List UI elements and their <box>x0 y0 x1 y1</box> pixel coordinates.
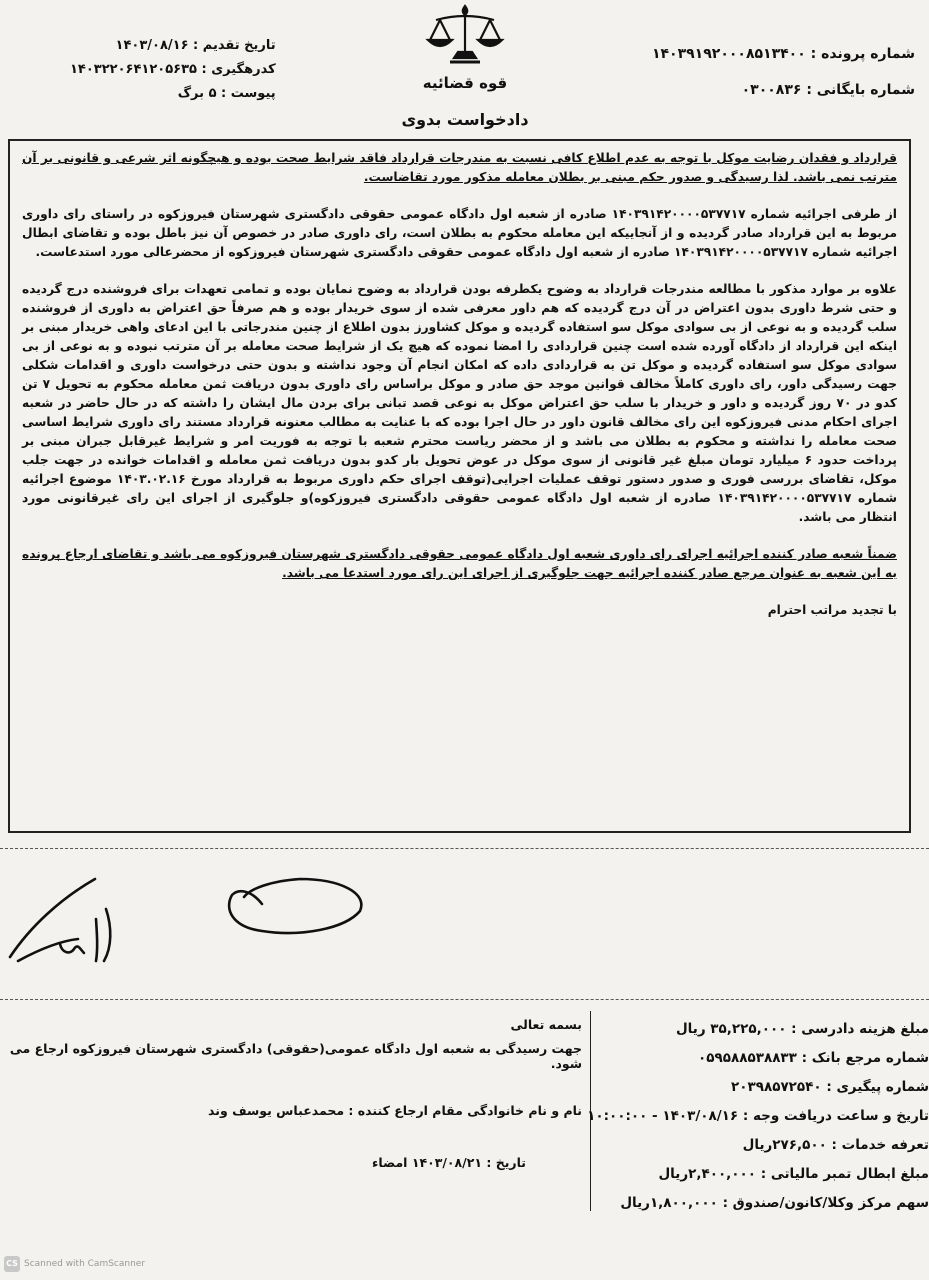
signature-area <box>0 848 929 1000</box>
camscanner-logo-icon: CS <box>4 1256 20 1272</box>
referral-authority: نام و نام خانوادگی مقام ارجاع کننده : محمدعباس یوسف وند <box>208 1103 582 1118</box>
closing-regards: با تجدید مراتب احترام <box>767 603 897 617</box>
bank-reference: شماره مرجع بانک : ۰۵۹۵۸۸۵۳۸۸۳۳ <box>698 1050 929 1066</box>
referral-instruction: جهت رسیدگی به شعبه اول دادگاه عمومی(حقوقی) دادگستری شهرستان فیروزکوه ارجاع می شود. <box>9 1041 582 1071</box>
lawyers-center-share: سهم مرکز وکلا/کانون/صندوق : ۱,۸۰۰,۰۰۰ریال <box>620 1195 929 1211</box>
scales-of-justice-icon <box>422 2 508 68</box>
case-number: شماره پرونده : ۱۴۰۳۹۱۹۲۰۰۰۸۵۱۳۴۰۰ <box>651 46 915 62</box>
scanner-watermark <box>4 1256 145 1272</box>
paragraph-referral-request: ضمناً شعبه صادر کننده اجرائیه اجرای رای داوری شعبه اول دادگاه عمومی حقوقی دادگستری شهرستان فیروزکوه می باشد و تقاضای ارجاع پرونده به این شعبه به عنوان مرجع صادر کننده اجرائیه جهت جلوگیری از اجرای این رای مورد استدعا می باشد. <box>22 547 897 580</box>
fee-amount: مبلغ هزینه دادرسی : ۳۵,۲۲۵,۰۰۰ ریال <box>675 1021 929 1037</box>
paragraph-arguments: علاوه بر موارد مذکور با مطالعه مندرجات قرارداد به وضوح یکطرفه بودن قرارداد به وضوح نمایان بوده و تمامی تعهدات برای فروشنده درج گردیده و حتی شرط داوری بدون اعتراض در آن درج گردیده که هم داور معرفی شده از سوی خریدار بوده و هم صرفاً حق اعتراض به داوری از فروشنده سلب گردیده و به نوعی از بی سوادی موکل سو استفاده گردیده و موکل کشاورز بدون اطلاع از چنین مندرجاتی با این ادعای واهی خریدار مبنی بر اینکه این قرارداد از دادگاه آورده شده است چنین قراردادی را امضا نموده که هیچ یک از شرایط صحت معامله بر آن مترتب نبوده و به نوعی از بی سوادی موکل سو استفاده گردیده و موکل تن به قراردادی داده که امکان انجام آن وجود نداشته و بدون حتی درخواست داوری و اقدامات شکلی جهت رسیدگی داور، رای داوری کاملاً مخالف قوانین موجد حق صادر و موکل براساس رای داوری بدون دریافت ثمن معامله محکوم به تحویل ۷ تن کدو در ۷۰ روز گردیده و داور و خریدار با سلب حق اعتراض موکل به نوعی قصد تبانی برای بردن مال ایشان را داشته که در حال حاضر در شعبه اجرای احکام مدنی فیروزکوه این رای مخالف قانون داور در حال اجرا بوده که با عنایت به مطالب معنونه قرارداد مستند رای داوری شرایط اساسی صحت معامله را نداشته و محکوم به بطلان می باشد و از محضر ریاست محترم شعبه با توجه به فوریت امر و شرایط غیرقابل جبران مبنی بر پرداخت حدود ۶ میلیارد تومان مبلغ غیر قانونی از سوی موکل در عوض تحویل بار کدو بدون دریافت ثمن معامله و اقدامات خوانده در جهت جلب موکل، تقاضای بررسی فوری و صدور دستور توقف عملیات اجرایی(توقف اجرای حکم داوری مربوط به قرارداد مورخ ۱۴۰۳.۰۲.۱۶ موضوع اجرائیه شماره ۱۴۰۳۹۱۴۲۰۰۰۰۵۳۷۷۱۷ صادره از شعبه اول دادگاه عمومی حقوقی دادگستری فیروزکوه)و جلوگیری از اجرای این رای غیرقانونی مورد انتظار می باشد. <box>22 282 897 524</box>
judiciary-header <box>330 2 600 129</box>
attachment-count: پیوست : ۵ برگ <box>177 86 276 101</box>
court-fees-block <box>587 1015 929 1218</box>
petition-body-box <box>8 139 911 833</box>
organization-name: قوه قضائیه <box>422 74 508 92</box>
paragraph-enforcement-writ: از طرفی اجرائیه شماره ۱۴۰۳۹۱۴۲۰۰۰۰۵۳۷۷۱۷ صادره از شعبه اول دادگاه عمومی حقوقی دادگستری شهرستان فیروزکوه در راستای رای داوری مربوط به این قرارداد صادر گردیده و از آنجاییکه این معامله محکوم به بطلان است، رای داوری صادر در خصوص آن نیز باطل بوده و تقاضای ابطال اجرائیه شماره ۱۴۰۳۹۱۴۲۰۰۰۰۵۳۷۷۱۷ صادره از شعبه اول دادگاه عمومی حقوقی دادگستری شهرستان فیروزکوه از محضرعالی مورد استدعاست. <box>22 207 897 259</box>
submission-date: تاریخ تقدیم : ۱۴۰۳/۰۸/۱۶ <box>115 38 276 53</box>
payment-datetime: تاریخ و ساعت دریافت وجه : ۱۴۰۳/۰۸/۱۶ - ۱۰:۰۰:۰۰ <box>587 1108 929 1124</box>
tracking-code: کدرهگیری : ۱۴۰۳۲۲۰۶۴۱۲۰۵۶۳۵ <box>70 62 276 77</box>
case-info-block <box>652 36 915 108</box>
tracking-number: شماره پیگیری : ۲۰۳۹۸۵۷۲۵۴۰ <box>731 1079 929 1095</box>
referral-heading: بسمه تعالی <box>510 1017 582 1032</box>
paragraph-request-annulment: قرارداد و فقدان رضایت موکل با توجه به عدم اطلاع کافی نسبت به مندرجات قرارداد فاقد شرایط صحت بوده و هیچگونه اثر شرعی و قانونی بر آن مترتب نمی باشد. لذا رسیدگی و صدور حکم مبنی بر بطلان معامله مذکور مورد تقاضاست. <box>22 151 897 184</box>
referral-date-signature: تاریخ : ۱۴۰۳/۰۸/۲۱ امضاء <box>372 1155 526 1170</box>
archive-number: شماره بایگانی : ۰۳۰۰۸۳۶ <box>741 82 915 98</box>
petition-text <box>22 149 897 638</box>
fees-and-referral-section <box>0 1003 929 1225</box>
stamp-tax: مبلغ ابطال تمبر مالیاتی : ۲,۴۰۰,۰۰۰ریال <box>658 1166 929 1182</box>
scanner-text: Scanned with CamScanner <box>24 1259 146 1269</box>
document-title: دادخواست بدوی <box>401 110 529 129</box>
submission-info-block <box>70 34 276 106</box>
handwritten-signature-left <box>0 849 929 999</box>
service-fee: تعرفه خدمات : ۲۷۶,۵۰۰ریال <box>742 1137 929 1153</box>
